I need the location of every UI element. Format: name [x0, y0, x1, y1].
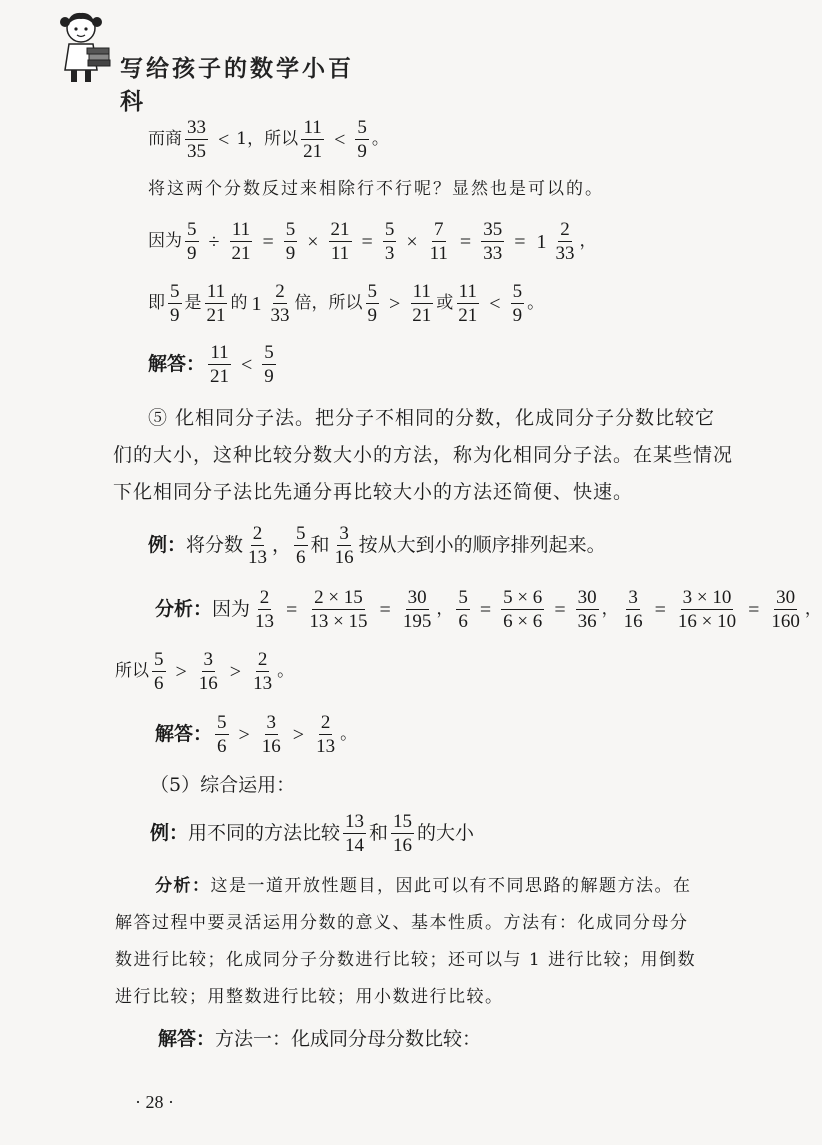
answer-label: 解答：: [148, 353, 206, 376]
fraction: [383, 220, 397, 264]
fraction: [410, 282, 433, 326]
whole-number: 1: [536, 230, 547, 253]
operator: =: [379, 598, 391, 621]
fraction: [269, 282, 292, 326]
text: 因为: [212, 598, 251, 621]
denominator: 21: [458, 304, 478, 326]
text: 的: [230, 293, 248, 314]
fraction: [553, 220, 576, 264]
numerator: 5: [458, 587, 468, 608]
answer-label: 解答：: [155, 723, 213, 746]
denominator: 16: [393, 834, 413, 856]
numerator: 5: [285, 219, 296, 240]
numerator: 7: [434, 219, 444, 240]
operator: =: [262, 230, 274, 253]
fraction: [294, 524, 308, 568]
numerator: 30: [577, 587, 597, 608]
denominator: 6: [458, 610, 468, 632]
numerator: 2: [257, 649, 268, 670]
text: 的大小: [417, 822, 475, 845]
numerator: 5: [367, 281, 377, 302]
denominator: 6: [154, 672, 164, 694]
fraction: [229, 220, 252, 264]
fraction: [314, 713, 337, 757]
operator: >: [389, 292, 401, 315]
operator: =: [748, 598, 760, 621]
fraction: [253, 588, 276, 632]
text: 和: [310, 534, 330, 557]
fraction: [284, 220, 298, 264]
denominator: 6: [217, 735, 227, 757]
numerator: 11: [210, 342, 229, 363]
numerator: 35: [483, 219, 503, 240]
analysis-1: [155, 588, 822, 632]
text: 。: [340, 724, 358, 745]
analysis-label: 分析：: [155, 876, 211, 896]
denominator: 36: [577, 610, 597, 632]
numerator: 11: [412, 281, 431, 302]
operator: =: [554, 598, 566, 621]
fraction: [185, 118, 208, 162]
text: ，: [436, 599, 454, 620]
numerator: 2: [275, 281, 285, 302]
paragraph-line: ⑤ 化相同分子法。把分子不相同的分数，化成同分子分数比较它: [148, 407, 716, 429]
denominator: 16: [623, 610, 643, 632]
denominator: 21: [412, 304, 432, 326]
fraction: [329, 220, 352, 264]
fraction: [215, 713, 229, 757]
example-label: 例：: [148, 534, 187, 557]
operator: ÷: [208, 230, 220, 253]
numerator: 3: [628, 587, 638, 608]
text: ，: [601, 599, 619, 620]
numerator: 2 × 15: [314, 587, 363, 608]
denominator: 9: [367, 304, 377, 326]
fraction: [622, 588, 645, 632]
denominator: 9: [285, 242, 296, 264]
denominator: 13 × 15: [309, 610, 368, 632]
denominator: 195: [402, 610, 432, 632]
denominator: 13: [316, 735, 336, 757]
operator: >: [175, 660, 187, 683]
denominator: 33: [270, 304, 290, 326]
denominator: 11: [330, 242, 350, 264]
text: ，: [272, 534, 292, 557]
fraction: [576, 588, 599, 632]
denominator: 9: [512, 304, 523, 326]
answer-3: [158, 1030, 481, 1049]
conclusion-line: [115, 650, 294, 694]
text: 。: [371, 129, 389, 150]
numerator: 33: [187, 117, 206, 138]
denominator: 160: [771, 610, 800, 632]
numerator: 15: [393, 811, 413, 832]
denominator: 13: [255, 610, 275, 632]
operator: <: [489, 292, 501, 315]
operator: =: [286, 598, 298, 621]
math-line-1: [148, 118, 389, 162]
paragraph-line: 数进行比较；化成同分子分数进行比较；还可以与 1 进行比较；用倒数: [115, 950, 697, 970]
paragraph-line: 们的大小，这种比较分数大小的方法，称为化相同分子法。在某些情况: [113, 444, 734, 466]
paragraph-line: 进行比较；用整数进行比较；用小数进行比较。: [115, 987, 504, 1007]
example-label: 例：: [150, 822, 189, 845]
operator: <: [334, 128, 346, 151]
operator: <: [218, 128, 230, 151]
text: 方法一：化成同分母分数比较：: [215, 1028, 482, 1050]
operator: >: [238, 723, 250, 746]
math-line-4: [148, 282, 544, 326]
section-heading: [150, 776, 295, 795]
text: 所以: [115, 661, 149, 682]
fraction: [197, 650, 220, 694]
operator: =: [479, 598, 492, 621]
text: 将这两个分数反过来相除行不行呢？显然也是可以的。: [148, 179, 604, 199]
numerator: 5: [264, 342, 274, 363]
text: 而商: [148, 129, 182, 150]
section-5-paragraph: [113, 400, 763, 511]
numerator: 30: [776, 587, 796, 608]
denominator: 14: [345, 834, 365, 856]
fraction: [511, 282, 525, 326]
denominator: 21: [206, 304, 226, 326]
fraction: [251, 650, 274, 694]
fraction: [260, 713, 283, 757]
numerator: 30: [407, 587, 427, 608]
text: 即: [148, 293, 165, 314]
paragraph-line: 下化相同分子法比先通分再比较大小的方法还简便、快速。: [113, 481, 634, 503]
numerator: 21: [330, 219, 350, 240]
denominator: 9: [264, 365, 274, 387]
math-line-3: [148, 220, 596, 264]
denominator: 9: [357, 140, 367, 162]
numerator: 5: [296, 523, 306, 544]
denominator: 21: [303, 140, 323, 162]
denominator: 33: [483, 242, 503, 264]
numerator: 5: [357, 117, 367, 138]
denominator: 33: [555, 242, 575, 264]
operator: ×: [406, 230, 418, 253]
denominator: 16 × 10: [677, 610, 737, 632]
denominator: 13: [253, 672, 273, 694]
denominator: 9: [187, 242, 197, 264]
denominator: 16: [261, 735, 281, 757]
denominator: 16: [198, 672, 218, 694]
operator: >: [229, 660, 242, 683]
numerator: 5 × 6: [503, 587, 543, 608]
fraction: [307, 588, 369, 632]
answer-label: 解答：: [158, 1028, 216, 1050]
fraction: [456, 282, 479, 326]
paragraph-line: 解答过程中要灵活运用分数的意义、基本性质。方法有：化成同分母分: [115, 913, 689, 933]
numerator: 2: [259, 587, 270, 608]
book-title: 写给孩子的数学小百科: [120, 56, 354, 115]
numerator: 5: [170, 281, 180, 302]
fraction: [355, 118, 369, 162]
denominator: 9: [170, 304, 180, 326]
example-2: [150, 812, 474, 856]
numerator: 5: [187, 219, 197, 240]
fraction: [333, 524, 356, 568]
numerator: 11: [303, 117, 322, 138]
text: 用不同的方法比较: [188, 822, 341, 845]
numerator: 3: [203, 649, 214, 670]
fraction: [262, 343, 276, 387]
fraction: [676, 588, 738, 632]
text: ，: [804, 599, 822, 620]
text: 按从大到小的顺序排列起来。: [358, 534, 606, 557]
text: 和: [369, 822, 389, 845]
text: 。: [277, 661, 295, 682]
numerator: 13: [345, 811, 365, 832]
denominator: 35: [187, 140, 206, 162]
fraction: [208, 343, 231, 387]
numerator: 2: [320, 712, 331, 733]
fraction: [501, 588, 544, 632]
denominator: 16: [334, 546, 354, 568]
analysis-2: [115, 868, 765, 1016]
denominator: 6 × 6: [503, 610, 543, 632]
text: 是: [184, 293, 202, 314]
text: 或: [436, 293, 454, 314]
numerator: 5: [512, 281, 523, 302]
example-1: [148, 524, 606, 568]
denominator: 21: [231, 242, 251, 264]
fraction: [769, 588, 802, 632]
fraction: [185, 220, 199, 264]
fraction: [456, 588, 470, 632]
fraction: [152, 650, 166, 694]
fraction: [301, 118, 324, 162]
text: 将分数: [186, 534, 244, 557]
numerator: 11: [206, 281, 226, 302]
fraction: [391, 812, 414, 856]
answer-1: [148, 343, 279, 387]
numerator: 11: [231, 219, 251, 240]
denominator: 11: [429, 242, 448, 264]
numerator: 3: [339, 523, 349, 544]
page-number: · 28 ·: [135, 1092, 174, 1112]
denominator: 13: [248, 546, 268, 568]
numerator: 11: [458, 281, 477, 302]
answer-2: [155, 713, 357, 757]
operator: <: [241, 353, 253, 376]
page-header: [55, 8, 375, 115]
operator: =: [459, 230, 472, 253]
fraction: [428, 220, 450, 264]
fraction: [205, 282, 228, 326]
denominator: 21: [210, 365, 230, 387]
numerator: 3 × 10: [682, 587, 732, 608]
operator: =: [654, 598, 666, 621]
text: （5）综合运用：: [150, 774, 296, 796]
analysis-label: 分析：: [155, 598, 213, 621]
fraction: [366, 282, 380, 326]
text: 1，所以: [236, 129, 299, 150]
numerator: 5: [154, 649, 164, 670]
operator: =: [361, 230, 373, 253]
operator: >: [292, 723, 305, 746]
numerator: 2: [560, 219, 570, 240]
numerator: 2: [252, 523, 263, 544]
operator: ×: [307, 230, 319, 253]
text: 因为: [148, 231, 182, 252]
paragraph-line: 这是一道开放性题目，因此可以有不同思路的解题方法。在: [210, 876, 692, 896]
fraction: [481, 220, 504, 264]
fraction: [343, 812, 366, 856]
numerator: 5: [384, 219, 395, 240]
numerator: 5: [217, 712, 227, 733]
numerator: 3: [266, 712, 277, 733]
text: 倍，所以: [294, 293, 363, 314]
girl-with-books-icon: [55, 8, 115, 86]
operator: =: [514, 230, 526, 253]
text-line-2: [148, 181, 604, 198]
denominator: 6: [296, 546, 306, 568]
denominator: 3: [384, 242, 395, 264]
whole-number: 1: [251, 292, 262, 315]
text: ，: [579, 231, 597, 252]
fraction: [246, 524, 269, 568]
fraction: [168, 282, 182, 326]
fraction: [401, 588, 434, 632]
text: 。: [527, 293, 545, 314]
